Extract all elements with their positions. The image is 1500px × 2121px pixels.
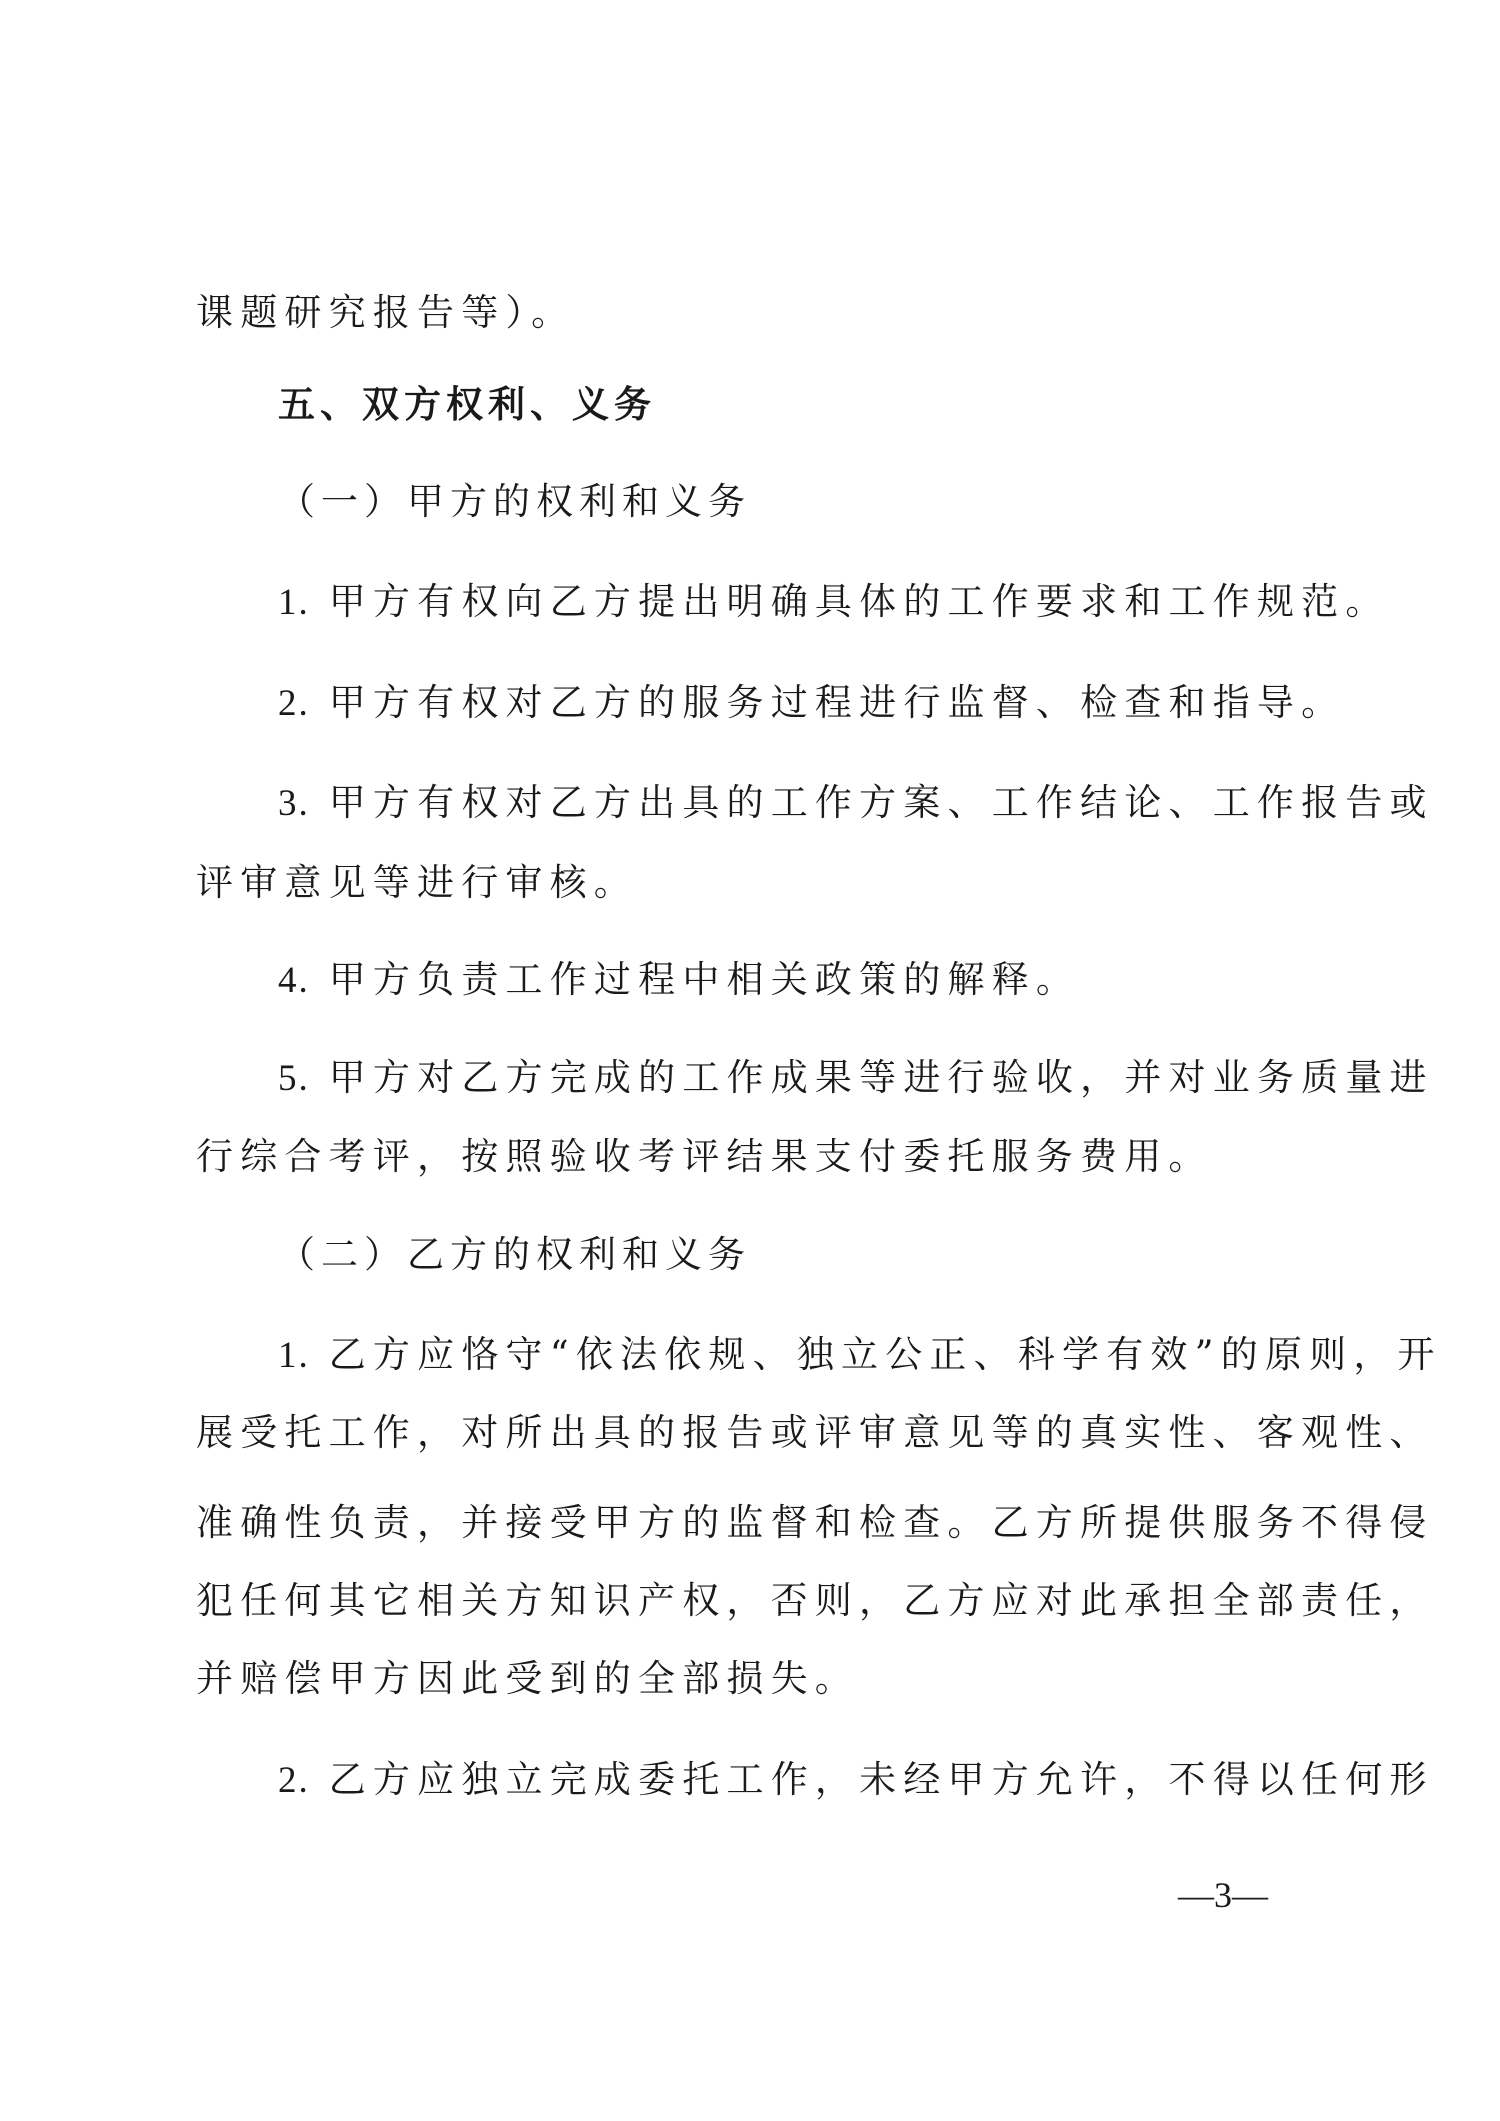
clause-number: 4.	[278, 960, 310, 1001]
clause-text: 甲方有权向乙方提出明确具体的工作要求和工作规范。	[328, 580, 1390, 623]
clause-text: 乙方应独立完成委托工作，未经甲方允许，不得以任何形	[328, 1758, 1434, 1801]
clause-text: 评审意见等进行审核。	[196, 861, 638, 904]
clause-a4	[278, 955, 1418, 1006]
section-heading-text: 五、双方权利、义务	[278, 383, 656, 426]
clause-a3	[278, 778, 1434, 829]
clause-text: 甲方有权对乙方的服务过程进行监督、检查和指导。	[328, 681, 1346, 724]
clause-a1	[278, 577, 1418, 628]
clause-a3-continuation	[196, 858, 1336, 908]
clause-b1-line2	[196, 1408, 1434, 1458]
clause-text: 准确性负责，并接受甲方的监督和检查。乙方所提供服务不得侵	[196, 1501, 1434, 1544]
clause-number: 3.	[278, 783, 310, 824]
clause-text: 展受托工作，对所出具的报告或评审意见等的真实性、客观性、	[196, 1411, 1434, 1454]
subsection-heading-party-a	[278, 477, 1418, 527]
clause-text: 乙方应恪守“依法依规、独立公正、科学有效”的原则，开	[328, 1333, 1442, 1376]
clause-text: 甲方对乙方完成的工作成果等进行验收，并对业务质量进	[328, 1056, 1434, 1099]
clause-text: 甲方有权对乙方出具的工作方案、工作结论、工作报告或	[328, 781, 1434, 824]
subsection-heading-party-b	[278, 1230, 1418, 1280]
clause-number: 2.	[278, 683, 310, 724]
clause-a2	[278, 678, 1418, 729]
subsection-heading-text: （二）乙方的权利和义务	[278, 1233, 751, 1276]
clause-b1	[278, 1330, 1442, 1381]
clause-number: 2.	[278, 1760, 310, 1801]
clause-text: 甲方负责工作过程中相关政策的解释。	[328, 958, 1081, 1001]
clause-text: 并赔偿甲方因此受到的全部损失。	[196, 1657, 859, 1700]
clause-a5-continuation	[196, 1132, 1336, 1182]
clause-b2	[278, 1755, 1434, 1806]
clause-number: 1.	[278, 582, 310, 623]
clause-b1-line5	[196, 1654, 1336, 1704]
paragraph-text: 课题研究报告等）。	[196, 291, 576, 334]
paragraph-continuation	[196, 288, 1336, 338]
section-heading-rights-obligations	[278, 380, 1418, 430]
clause-number: 1.	[278, 1335, 310, 1376]
clause-b1-line3	[196, 1498, 1434, 1548]
clause-text: 行综合考评，按照验收考评结果支付委托服务费用。	[196, 1135, 1213, 1178]
clause-b1-line4	[196, 1576, 1434, 1626]
clause-text: 犯任何其它相关方知识产权，否则，乙方应对此承担全部责任，	[196, 1579, 1434, 1622]
clause-a5	[278, 1053, 1434, 1104]
clause-number: 5.	[278, 1058, 310, 1099]
page-number: —3—	[1178, 1875, 1268, 1915]
subsection-heading-text: （一）甲方的权利和义务	[278, 480, 751, 523]
